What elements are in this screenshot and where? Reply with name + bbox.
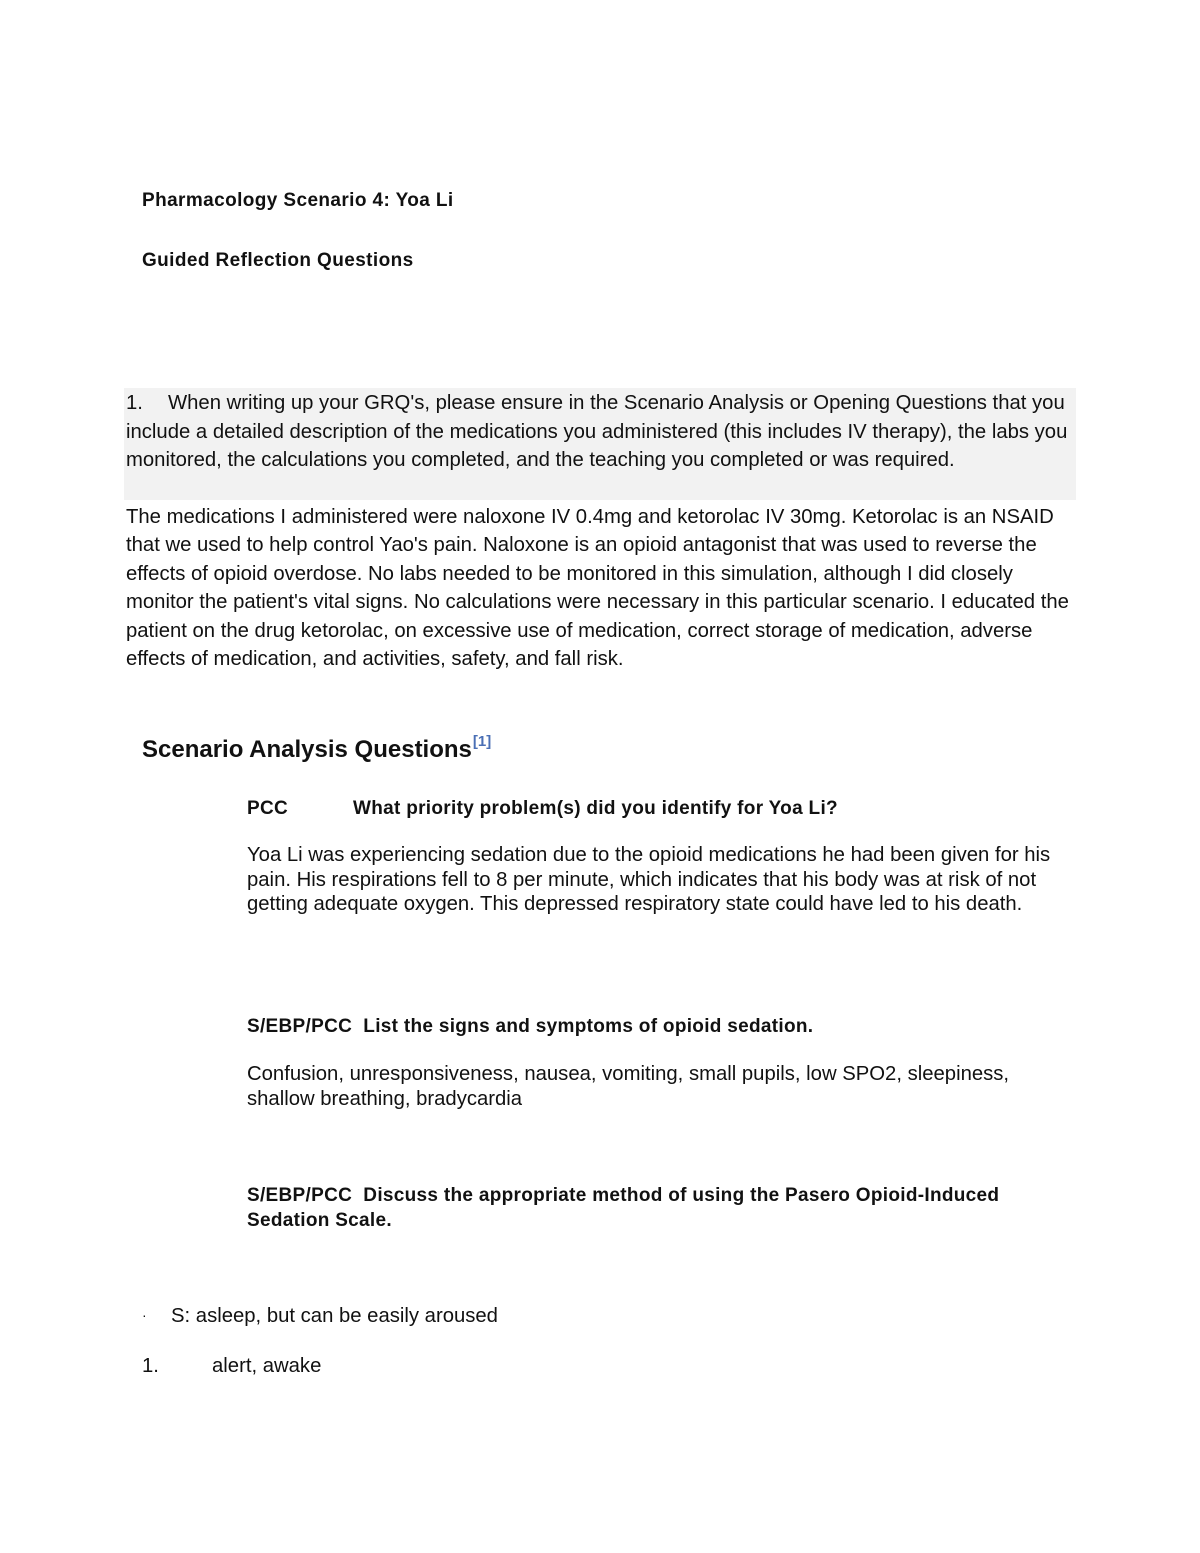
bullet-marker: ·	[142, 1307, 147, 1323]
question-1	[247, 796, 838, 821]
instruction-number: 1.	[126, 392, 143, 414]
number-marker: 1.	[142, 1355, 159, 1377]
document-title: Pharmacology Scenario 4: Yoa Li	[142, 190, 454, 211]
question-3	[247, 1183, 1027, 1233]
list-item-text: S: asleep, but can be easily aroused	[171, 1305, 498, 1327]
list-item	[142, 1355, 321, 1378]
answer-1: Yoa Li was experiencing sedation due to the opioid medications he had been given for his pain. His respirations fell to 8 per minute, which indicates that his body was at risk of not getting adequate oxygen. This depressed respiratory state could have led to his death.	[247, 844, 1051, 916]
question-1-text: What priority problem(s) did you identify for Yoa Li?	[353, 798, 838, 819]
section-heading-text: Scenario Analysis Questions	[142, 736, 472, 763]
list-item	[142, 1305, 498, 1328]
answer-2: Confusion, unresponsiveness, nausea, vomiting, small pupils, low SPO2, sleepiness, shallow breathing, bradycardia	[247, 1063, 1010, 1110]
question-2-text: List the signs and symptoms of opioid sedation.	[363, 1016, 814, 1037]
footnote-link[interactable]: [1]	[472, 733, 492, 750]
question-3-text: Discuss the appropriate method of using the Pasero Opioid-Induced Sedation Scale.	[247, 1185, 1000, 1231]
instruction-text: When writing up your GRQ's, please ensure in the Scenario Analysis or Opening Questions that you include a detailed description of the medications you administered (this includes IV therapy), the labs you monitored, the calculations you completed, and the teaching you completed or was required.	[126, 392, 1068, 472]
question-1-tag: PCC	[247, 798, 289, 819]
list-item-text: alert, awake	[212, 1355, 322, 1377]
question-3-tag: S/EBP/PCC	[247, 1185, 353, 1206]
instruction-paragraph	[126, 389, 1071, 475]
answer-intro-paragraph: The medications I administered were naloxone IV 0.4mg and ketorolac IV 30mg. Ketorolac is an NSAID that we used to help control Yao's pain. Naloxone is an opioid antagonist that was used to reverse the effects of opioid overdose. No labs needed to be monitored in this simulation, although I did closely monitor the patient's vital signs. No calculations were necessary in this particular scenario. I educated the patient on the drug ketorolac, on excessive use of medication, correct storage of medication, adverse effects of medication, and activities, safety, and fall risk.	[126, 506, 1069, 671]
question-2-tag: S/EBP/PCC	[247, 1016, 353, 1037]
section-heading	[142, 733, 491, 764]
question-2	[247, 1014, 813, 1039]
document-subtitle: Guided Reflection Questions	[142, 250, 414, 271]
